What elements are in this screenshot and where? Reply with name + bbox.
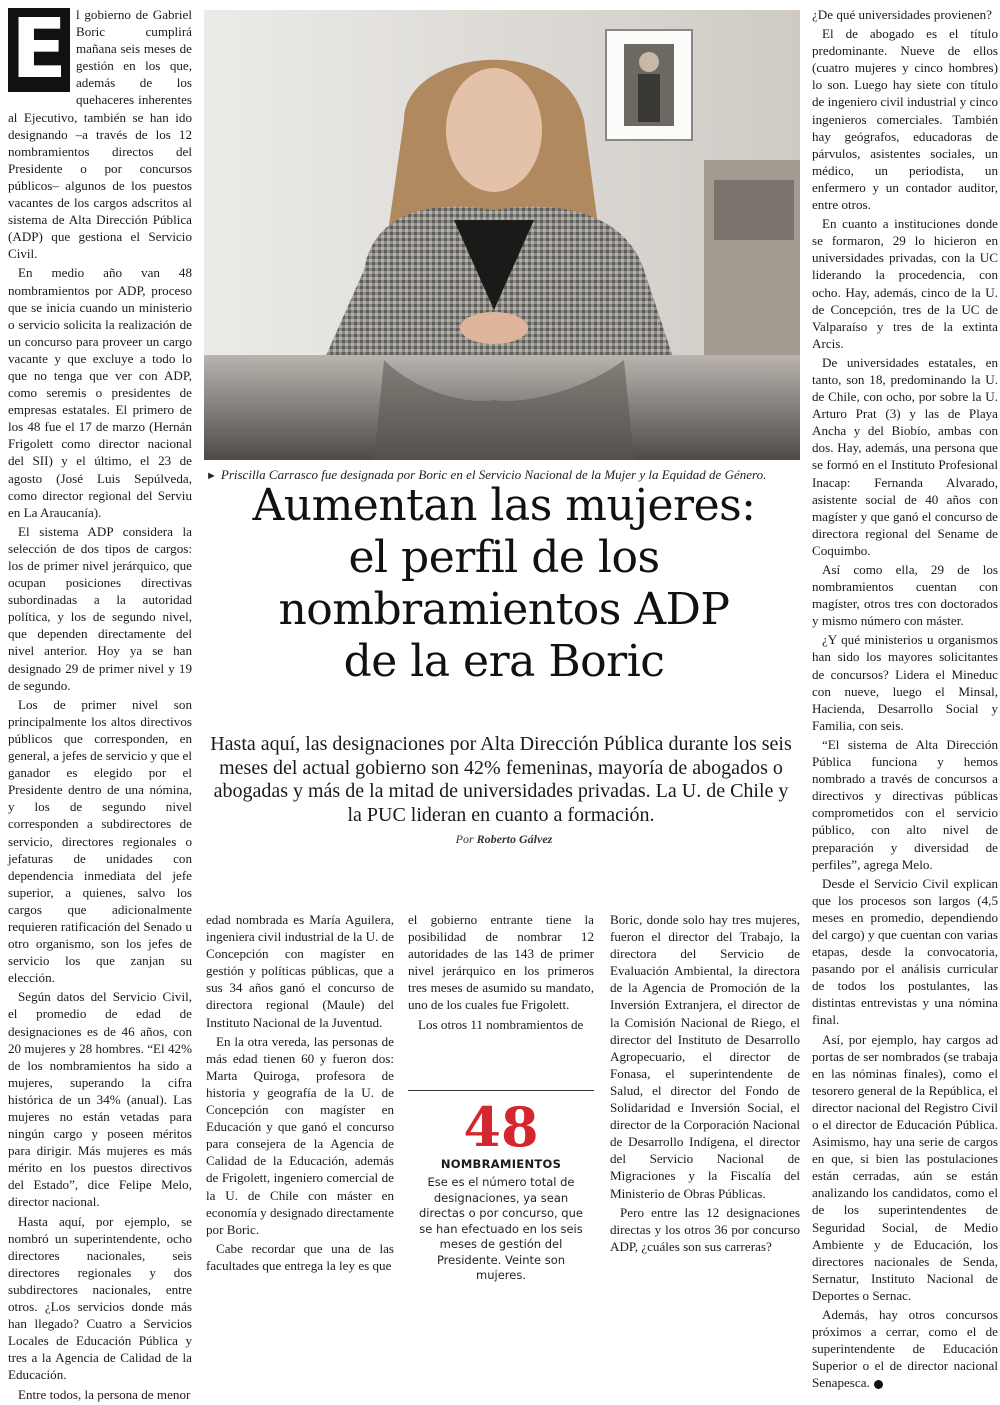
headline-line: de la era Boric [343, 636, 665, 687]
paragraph: Pero entre las 12 designaciones directas y los otros 36 por concurso ADP, ¿cuáles son sus carreras? [610, 1204, 800, 1254]
paragraph: ¿De qué universidades provienen? [812, 7, 992, 22]
paragraph: El de abogado es el título predominante. Nueve de ellos (cuatro mujeres y cinco hombres) lo son. Luego hay siete con título de ingeniero civil industrial y cinco ingenieros comerciales. También hay geógrafos, educadoras de párvulos, asistentes sociales, un médico, un periodista, un enfermero y un contador auditor, entre otros. [812, 26, 998, 213]
deck-summary: Hasta aquí, las designaciones por Alta Dirección Pública durante los seis meses del actual gobierno son 42% femeninas, mayoría de abogados o abogadas y más de la mitad de universidades privadas. La U. de Chile y la PUC lideran en cuanto a formación. [210, 733, 792, 826]
paragraph: De universidades estatales, en tanto, son 18, predominando la U. de Chile, con ocho, por sobre la U. Arturo Prat (3) y las de Playa Ancha y del Biobío, ambas con dos. Hay, además, una persona que se formó en el Instituto Profesional Inacap: Fernanda Alvarado, asistente social de 40 años con magíster y que ganó el concurso de directora regional del Sename de Coquimbo. [812, 354, 998, 558]
paragraph: edad nombrada es María Aguilera, ingeniera civil industrial de la U. de Concepción con magíster en gestión y políticas públicas, que a sus 34 años ganó el concurso de directora regional (Maule) del Instituto Nacional de la Juventud. [206, 912, 394, 1030]
paragraph: l gobierno de Gabriel Boric cumplirá mañana seis meses de gestión en los que, además de los quehaceres inherentes al Ejecutivo, también se han ido designando –a través de los 12 nombramientos directos del Presidente o por concursos públicos– algunos de los puestos vacantes de los cargos adscritos al sistema de Alta Dirección Pública (ADP) que gestiona el Servicio Civil. [8, 7, 192, 262]
drop-cap: E [8, 8, 70, 92]
paragraph: En medio año van 48 nombramientos por ADP, proceso que se inicia cuando un ministerio o servicio solicita la realización de un concurso para proveer un cargo vacante y que excluye a todo lo que no tenga que ver con ADP, como seremis o presidentes de empresas estatales. El primero de los 48 fue el 17 de marzo (Hernán Frigolett como director nacional del SII) y el último, el 23 de agosto (José Luis Sepúlveda, como director regional del Serviu en La Araucanía). [8, 265, 192, 520]
headline-line: Aumentan las mujeres: [252, 480, 756, 531]
paragraph: El sistema ADP considera la selección de dos tipos de cargos: los de primer nivel jerárquico, que ocupan posiciones directivas subordinadas a la autoridad política, y los de segundo nivel, que dependen directamente del nivel anterior. Hoy ya se han designado 29 de primer nivel y 19 de segundo. [8, 523, 192, 693]
paragraph: Entre todos, la persona de menor [18, 1386, 191, 1402]
byline [206, 832, 802, 847]
end-mark-icon [874, 1380, 883, 1389]
paragraph: Los otros 11 nombramientos de [418, 1016, 584, 1032]
caption-text: Priscilla Carrasco fue designada por Boric en el Servicio Nacional de la Mujer y la Equidad de Género. [220, 467, 767, 482]
portrait-illustration [204, 10, 800, 460]
article-column-1 [8, 2, 192, 1405]
paragraph-final [812, 1306, 998, 1391]
paragraph: Según datos del Servicio Civil, el promedio de edad de designaciones es de 46 años, con 20 mujeres y 28 hombres. “El 42% de los nombramientos ha sido a mujeres, superando la cifra histórica de un 34% (anual). Las mujeres no están vetadas para ningún cargo y poseen méritos para dirigir. Más mujeres es más mérito en los puestos directivos del Estado”, dice Felipe Melo, director nacional. [8, 989, 192, 1210]
article-column-3 [408, 911, 594, 1035]
caption-arrow-icon: ► [206, 470, 217, 482]
headline-line: nombramientos ADP [278, 584, 730, 635]
headline-line: el perfil de los [348, 532, 660, 583]
paragraph: Desde el Servicio Civil explican que los procesos son largos (4,5 meses en promedio, dependiendo del cargo) y que cuentan con varias etapas, desde la convocatoria, pasando por el análisis curricular de todos los postulantes, las distintas entrevistas y una nómina final. [812, 875, 998, 1028]
article-column-5 [812, 6, 998, 1394]
paragraph: Así como ella, 29 de los nombramientos cuentan con magíster, otros tres con doctorados y mismo número con máster. [812, 562, 998, 629]
paragraph: ¿Y qué ministerios u organismos han sido los mayores solicitantes de concursos? Lidera el Mineduc con nueve, luego el Minsal, Hacienda, Desarrollo Social y Familia, con seis. [812, 632, 998, 733]
paragraph: En cuanto a instituciones donde se formaron, 29 lo hicieron en universidades privadas, con la UC liderando la procedencia, con ocho. Hay, además, cinco de la U. de Concepción, tres de la UC de Valparaíso y tres de la extinta Arcis. [812, 216, 998, 351]
paragraph-text: Además, hay otros concursos próximos a cerrar, como el de superintendente de Educación Superior o el de director nacional Senapesca. [812, 1307, 998, 1391]
paragraph: Cabe recordar que una de las facultades que entrega la ley es que [206, 1240, 394, 1273]
headline [206, 480, 802, 688]
paragraph: En la otra vereda, las personas de más edad tienen 60 y fueron dos: Marta Quiroga, profesora de historia y geografía de la U. de Concepción con magíster en Educación y que ganó el concurso para consejera de la Agencia de Calidad de la Educación, además de Frigolett, ingeniero comercial de la U. de Chile con máster en economía y designado directamente por Boric. [206, 1033, 394, 1237]
paragraph: Los de primer nivel son principalmente los altos directivos públicos que corresponden, en general, a jefes de servicio y que el ganador es elegido por el Presidente dentro de una nómina, y los de segundo nivel corresponden a subdirectores de servicio, directores regionales o jefaturas de unidades con dependencia inmediata del jefe superior, a quienes, salvo los cargos que adicionalmente requieren ratificación del Senado u otro organismo, son los jefes de servicio los que zanjan su elección. [8, 696, 192, 986]
article-column-2 [206, 911, 394, 1276]
fact-label: NOMBRAMIENTOS [440, 1157, 562, 1171]
paragraph: “El sistema de Alta Dirección Pública funciona y hemos nombrado a través de concursos a directivos y directivas públicas comprometidos con el servicio público, con alto nivel de preparación y diversidad de perfiles”, agrega Melo. [812, 736, 998, 872]
paragraph: el gobierno entrante tiene la posibilidad de nombrar 12 autoridades de las 143 de primer nivel jerárquico en los primeros tres meses de asumido su mandato, uno de los cuales fue Frigolett. [408, 912, 594, 1013]
article-photo [204, 10, 800, 460]
fact-text: Ese es el número total de designaciones, ya sean directas o por concurso, que se han efectuado en los seis meses de gestión del Presidente. Veinte son mujeres. [419, 1175, 583, 1282]
paragraph: Hasta aquí, por ejemplo, se nombró un superintendente, ocho directores nacionales, seis directores regionales y dos subdirectores nacionales, entre otros. ¿Los servicios donde más han llegado? Cuatro a Servicios Locales de Educación Pública y tres a la Agencia de Calidad de la Educación. [8, 1213, 192, 1383]
byline-prefix: Por [455, 832, 474, 846]
article-column-4 [610, 911, 800, 1257]
paragraph: Así, por ejemplo, hay cargos ad portas de ser nombrados (se trabaja en las nóminas finales), como el tesorero general de la República, el director nacional del Registro Civil o el director de Educación Pública. Asimismo, hay una serie de cargos en que, si bien las postulaciones están cerradas, aún se están analizando los candidatos, como el de los superintendentes de Seguridad Social, de Medio Ambiente y de Educación, los directores nacionales de Senda, Sernatur, Instituto Nacional de Deportes o Sernac. [812, 1031, 998, 1303]
paragraph: Boric, donde solo hay tres mujeres, fueron el director del Trabajo, la directora del Servicio de Evaluación Ambiental, la directora de la Agencia de Promoción de la Inversión Extranjera, el director de la Comisión Nacional de Riego, el director del Instituto de Desarrollo Agropecuario, el director de Fonasa, el superintendente de Salud, el director del Fondo de Solidaridad e Inversión Social, el director de la Corporación Nacional de Desarrollo Indígena, el director del Servicio Nacional de Migraciones y la Fiscalía del Ministerio de Obras Públicas. [610, 912, 800, 1201]
fact-box [408, 1090, 594, 1282]
byline-author: Roberto Gálvez [476, 832, 553, 846]
fact-number: 48 [463, 1095, 539, 1159]
